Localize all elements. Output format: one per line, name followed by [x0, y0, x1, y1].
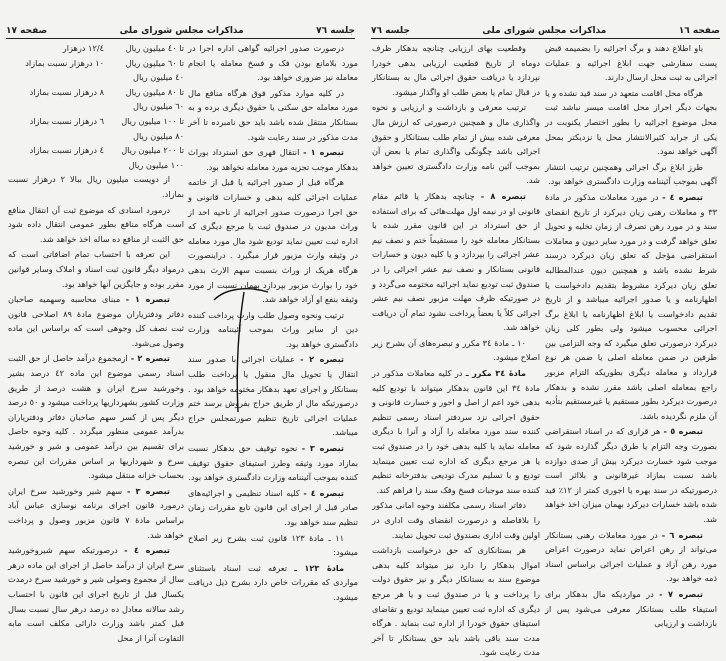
page-number: صفحه ١٦: [678, 26, 720, 36]
tariff-row: [8, 85, 184, 100]
clause-heading: تبصره ٢ -: [300, 354, 345, 365]
paragraph: [188, 441, 358, 485]
tariff-note: ١٠٠ میلیون ریال: [128, 159, 184, 170]
paragraph-text: کلیه اسناد تنظیمی و اجرائیه‌های صادر قبل از اجرای این قانون تابع مقررات زمان تنظیم سند خواهد بود.: [188, 487, 358, 527]
paragraph: [8, 203, 184, 247]
paragraph-text: این تعرفه با احتساب تمام اضافاتی است که درمواد دیگر قانون ثبت اسناد و املاک وسایر قوانین مقرر بوده و جایگزین آنها خواهد بود.: [8, 249, 184, 289]
paragraph-text: هرگاه محل اقامت متعهد در سند قید نشده و یا بجهات دیگر احراز محل اقامت میسر نباشد ثبت محل موضوع اجرائیه را بطور اختصار یکنوبت در یکی از جراید کثیرالانتشار محل یا نزدیکتر بمحل آگهی خواهد نمود.: [545, 87, 717, 157]
text-column: [372, 41, 540, 661]
text-column: [545, 41, 717, 632]
paragraph-text: مبنای محاسبه وسهمیه صاحبان دفاتر ودفتریاران موضوع مادهٔ ٨٩ اصلاحی قانون ثبت نصف کل وجوهی است که براساس این ماده وصول می‌شود.: [8, 294, 184, 348]
paragraph-text: دفاتر اسناد رسمی مکلفند وجوه امانی مذکور را بلافاصله و درصورت انقضای وقت اداری در اولین وقت اداری بصندوق ثبت تحویل نمایند.: [372, 500, 540, 540]
tariff-rate: ١٠ درهزار نسبت بمازاد: [25, 57, 104, 68]
text-column: [8, 41, 184, 646]
paragraph-text: هر قراری که در اسناد استقراضی بصورت وجه التزام یا طرق دیگر گذارده شود که موجب شود خسارت دیرکرد بیش از صدی دوازده باشد نسبت بمازاد غیرقانونی و بلااثر است درصورتیکه در سند بهره یا اجوری کمتر از ١٢٪ قید شده باشد خسارات دیرکرد بهمان میزان اخذ خواهد شد.: [545, 426, 717, 524]
paragraph-text: در مورد معاملات رهنی بستانکار می‌تواند از رهن اعراض نماید درصورت اعراض مورد رهن آزاد و عملیات اجرائی براساس اسناد ذمه خواهد بود.: [545, 529, 717, 584]
tariff-rate: ٦ درهزار نسبت بمازاد: [29, 115, 104, 126]
paragraph-text: در کلیه موارد مذکور فوق هرگاه منافع مال مورد معامله حق سکنی یا حقوق دیگری برده و به بستانکار منتقل شده باشد باید حق نامبرده تا آخر مدت مذکور در سند رعایت شود.: [188, 87, 358, 142]
clause-heading: مادهٔ ١٢٣ ـ: [294, 562, 345, 573]
clause-heading: تبصره ٤ -: [662, 191, 704, 202]
tariff-note: ٨٠ میلیون ریال: [133, 130, 184, 141]
paragraph-text: تعرفه ثبت اسناد باستثنای مواردی که مقررات خاص دارد بشرح ذیل دریافت میشود.: [188, 562, 358, 602]
paragraph: [188, 41, 358, 85]
paragraph-text: وقطعیت بهای ارزیابی چنانچه بدهکار ظرف دوماه از تاریخ قطعیت ارزیابی بدهی خودرا نپردازد یا دریافت حقوق اجرائی مال به بستانکار در قبال تمام یا بعض طلب او واگذار میشود.: [372, 43, 540, 97]
paragraph: [545, 41, 717, 85]
clause-heading: تبصره ٤ -: [124, 545, 170, 556]
paragraph-text: نحوه توقیف حق بدهکار نسبت بمازاد مورد وثیقه وطرز استیفای حقوق توقیف کننده بموجب آئیننامه وزارت دادگستری خواهد بود.: [188, 443, 358, 483]
tariff-note: ٤٠ میلیون ریال: [133, 72, 184, 83]
clause-heading: تبصره ٢ -: [130, 353, 171, 364]
paragraph: [8, 292, 184, 350]
paragraph-text: ترتیب ونحوه وصول طلب وارث پرداخت کننده دین از سایر وراث بموجب آئیننامه وزارت دادگستری خواهد بود.: [188, 309, 358, 349]
clause-heading: تبصره ٧ -: [659, 588, 704, 599]
paragraph: [372, 189, 540, 335]
paragraph-text: هر بستانکاری که حق درخواست بازداشت اموال بدهکار را دارد نیز میتواند کلیه بدهی موضوع سند به بستانکار دیگر و نیز حقوق دولت را پرداخت و یا در صندوق ثبت و یا هر مرجع دیگری که اداره ثبت تعیین مینماید تودیع و تقاضای استیفای حقوق خودرا از اداره ثبت بنماید . هرگاه مدت سند باقی باشد باید حق بستانکار تا آخر مدت رعایت شود.: [372, 545, 540, 658]
paragraph: [188, 86, 358, 144]
paragraph-text: ترتیب معرفی و بازداشت و ارزیابی و نحوه واگذاری مال و همچنین درصورتی که ارزش مال معرفی شده بیش از تمام طلب بستانکار و حقوق اجرائی باشد چگونگی واگذاری تمام یا بعض آن بموجب آئین نامه وزارت دادگستری تعیین خواهد شد.: [372, 102, 540, 186]
paragraph-text: انتقال قهری حق استرداد بوراث بدهکار موجب تجزیه مورد معامله نخواهد بود.: [188, 147, 358, 172]
page-header: [371, 20, 720, 39]
tariff-row: [8, 114, 184, 129]
paragraph: [545, 86, 717, 159]
paragraph: [8, 172, 184, 201]
clause-heading: تبصره ٤ -: [303, 487, 345, 498]
tariff-rate: ٤ درهزار نسبت بمازاد: [29, 145, 104, 156]
tariff-amount: تا ٨٠ میلیون ریال: [125, 86, 184, 97]
tariff-amount: تا ٤٠ میلیون ریال: [125, 43, 184, 53]
paragraph: [188, 561, 358, 605]
paragraph: [188, 175, 358, 306]
paragraph: [372, 41, 540, 99]
page-header: [6, 20, 355, 39]
paragraph-text: هرگاه قبل از صدور اجرائیه یا قبل از خاتمه عملیات اجرائی کلیه بدهی و خسارات قانونی و حق اجرا درصورت صدور اجرائیه از ناحیه احد از وراث مدیون در صندوق ثبت یا مرجع دیگری که اداره ثبت تعیین نماید تودیع شود مال مورد معامله در وثیقه وارث مزبور قرار میگیرد . دراینصورت هرگاه هریک از وراث بنسبت سهم الارث بدهی خود را بوارث مزبور بپردازد بهمان نسبت از مورد وثیقه بنفع او آزاد خواهد شد.: [188, 177, 358, 305]
paragraph: [372, 100, 540, 188]
clause-heading: مادهٔ ٣٤ مکرر ـ: [465, 368, 527, 379]
tariff-note: ٦٠ میلیون ریال: [133, 101, 184, 112]
paragraph: [372, 543, 540, 660]
paragraph-text: باو اطلاع دهند و برگ اجرائیه را بضمیمه قبض پست سفارشی جهت ابلاغ اجرائیه و عملیات اجرائی به ثبت محل ارسال دارند.: [545, 43, 717, 83]
paragraph-text: چنانچه بدهکار یا قائم مقام قانونی او در نیمه اول مهلت‌هائی که برای استفاده از حق استرداد در این قانون مقرر شده با بستانکار معامله خود را مستقیماً ختم و نصف نیم عشر اجرائی را بپردازد و یا کلیه دیون و خسارات قانونی بستانکار و نصف نیم عشر اجرائی را در صندوق ثبت تودیع نماید اجرائیه مختومه می‌گردد و در صورتیکه ظرف مهلت مزبور نصف نیم عشر اجرائی کلاً یا بعضاً پرداخت نشود تمام آن دریافت خواهد شد.: [372, 190, 540, 333]
tariff-amount: تا ٦٠ میلیون ریال: [125, 57, 184, 68]
paragraph: [545, 424, 717, 526]
paragraph-text: درصورت صدور اجرائیه گواهی اداره اجرا در مورد بلامانع بودن فک و فسخ معامله یا انجام معامله نیز ضروری خواهد بود.: [188, 43, 358, 83]
page-number: صفحه ١٧: [6, 26, 48, 36]
page-16: [363, 0, 726, 658]
tariff-row: [8, 56, 184, 71]
paragraph-text: درصورتیکه سهم شیروخورشید سرخ ایران از درآمد حاصل از اجرای این ماده درهر سال از مجموع وصولی شیر و خورشید سرخ درمدت یکسال قبل از تاریخ اجرای این قانون با احتساب رشد سالانه معادل ده درصد درهر سال نسبت بسال قبل کمتر باشد وزارت دارائی مکلف است مابه التفاوت آنرا از محل: [8, 545, 184, 643]
paragraph: [8, 247, 184, 291]
paragraph-text: از دویست میلیون ریال ببالا ٢ درهزار نسبت بمازاد.: [8, 174, 184, 199]
clause-heading: تبصره ٣ -: [127, 485, 170, 496]
clause-heading: تبصره ٣ -: [301, 443, 344, 454]
paragraph-text: در کلیه معاملات مذکور در مادهٔ ٣٤ این قانون بدهکار میتواند با تودیع کلیه بدهی خود اعم از اصل و اجور و خسارت قانونی و حقوق اجرائی نزد سردفتر اسناد رسمی تنظیم کننده سند مورد معامله را آزاد و آنرا با دیگری معامله نماید یا کلیه بدهی خود را در صندوق ثبت یا هر مرجع دیگری که اداره ثبت تعیین مینماید تودیع و با تسلیم مدرک تودیعی بدفترخانه تنظیم کننده سند موجبات فسخ وفک سند را فراهم کند.: [372, 368, 540, 495]
paragraph: [372, 366, 540, 497]
paragraph: [188, 486, 358, 530]
running-title: مذاکرات مجلس شورای ملی: [482, 26, 607, 36]
paragraph: [372, 498, 540, 542]
paragraph-text: ازمجموع درآمد حاصل از حق الثبت اسناد رسمی موضوع این ماده ٤٢ درصد بشیر وخورشید سرخ ایران و هشت درصد از طریق وزارت کشور بشهرداریها پرداخت میشود و ٥٠ درصد دیگر پس از کسر سهم صاحبان دفاتر ودفتریاران بدرآمد عمومی منظور میگردد . کلیه وجوه حاصل برای تقسیم بین درآمد عمومی و شیر و خورشید سرخ و شهرداریها بر اساس مقررات این تبصره بحساب خزانه منتقل میشود.: [8, 353, 185, 481]
session-number: جلسه ٧٦: [371, 26, 410, 36]
tariff-row: [8, 41, 184, 56]
paragraph: [188, 308, 358, 352]
paragraph-text: در مورد معاملات مذکور در مادهٔ ٣٣ و معاملات رهنی زیان دیرکرد از تاریخ انقضای سند و در مورد رهن تصرف از زمان تخلیه و تحویل تعلق خواهد گرفت و در مورد سایر دیون و معاملات استقراضی مؤجل که تعلق زیان دیرکرد درسند شرط نشده باشد و همچنین دیون عندالمطالبه تعلق زیان دیرکرد مشروط بتقدیم دادخواست یا اظهارنامه و یا صدور اجرائیه میباشد و از تاریخ تقدیم دادخواست یا ابلاغ اظهارنامه یا ابلاغ برگ اجرائی محسوب میشود ولی بطور کلی زیان دیرکرد درصورتی تعلق میگیرد که وجه التزامی بین طرفین در ضمن معامله اصلی یا ضمن هر نوع قرارداد و معامله دیگری بطوریکه التزام مزبور راجع بمعامله اصلی باشد مقرر نشده و بدهکار درصورت دیرکرد بطور مستقیم یا غیرمستقیم بتأدیه آن ملزم نگردیده باشد.: [545, 191, 717, 421]
tariff-rate: ٨ درهزار نسبت بمازاد: [29, 86, 104, 97]
tariff-amount: تا ٢٠٠ میلیون ریال: [121, 145, 184, 156]
paragraph: [188, 145, 358, 174]
paragraph: [545, 160, 717, 189]
tariff-row: [8, 143, 184, 158]
paragraph: [545, 528, 717, 586]
paragraph: [545, 587, 717, 631]
paragraph-text: طرز ابلاغ برگ اجرائی وهمچنین ترتیب انتشار آگهی بموجب آئیننامه وزارت دادگستری خواهد بود.: [545, 161, 717, 187]
text-column: [188, 41, 358, 606]
paragraph-text: عملیات اجرائی با صدور سند انتقال یا تحویل مال منقول یا پرداخت طلب بستانکار و اجرای تعهد بدهکار مختومه خواهد بود . درصورتیکه مال از طریق حراج بفروش برسد ختم عملیات اجرائی تاریخ تنظیم صورتمجلس حراج میباشد.: [188, 354, 358, 438]
tariff-rate: ١٢/٤ درهزار: [62, 43, 104, 53]
clause-heading: تبصره ١ -: [303, 147, 344, 158]
paragraph-text: در مواردیکه مال بدهکار برای استیفاء طلب بستانکار معرفی می‌شود پس از بازداشت و ارزیابی: [545, 588, 717, 629]
paragraph: [8, 484, 184, 542]
tariff-amount: تا ١٠٠ میلیون ریال: [121, 115, 184, 126]
paragraph: [372, 336, 540, 365]
page-17: [0, 0, 363, 643]
session-number: جلسه ٧٦: [316, 26, 355, 36]
paragraph: [8, 351, 184, 482]
paragraph-text: درمورد اسنادی که موضوع ثبت آن انتقال منافع است هرگاه منافع بطور عمومی انتقال داده شود حق الثبت از منافع ده ساله اخذ خواهد شد.: [8, 204, 184, 244]
running-title: مذاکرات مجلس شورای ملی: [119, 26, 244, 36]
clause-heading: تبصره ٦ -: [661, 529, 704, 540]
paragraph: [8, 543, 184, 645]
clause-heading: تبصره ١ -: [125, 294, 171, 305]
paragraph: [188, 352, 358, 440]
clause-heading: تبصره ٥ -: [663, 426, 703, 437]
paragraph: [545, 190, 717, 424]
paragraph-text: ١١ ـ مادهٔ ١٢٣ قانون ثبت بشرح زیر اصلاح میشود:: [188, 532, 358, 558]
paragraph-text: ١٠ ـ مادهٔ ٣٤ مکرر و تبصره‌های آن بشرح زیر اصلاح میشود.: [372, 337, 540, 363]
paragraph-text: سهم شیر وخورشید سرخ ایران درمورد قانون اجرای برنامه نوسازی عباس آباد براساس مادهٔ ٧ قانون مزبور وصول و پرداخت خواهد شد.: [8, 485, 184, 540]
paragraph: [188, 531, 358, 560]
clause-heading: تبصره ٨ -: [480, 190, 526, 201]
